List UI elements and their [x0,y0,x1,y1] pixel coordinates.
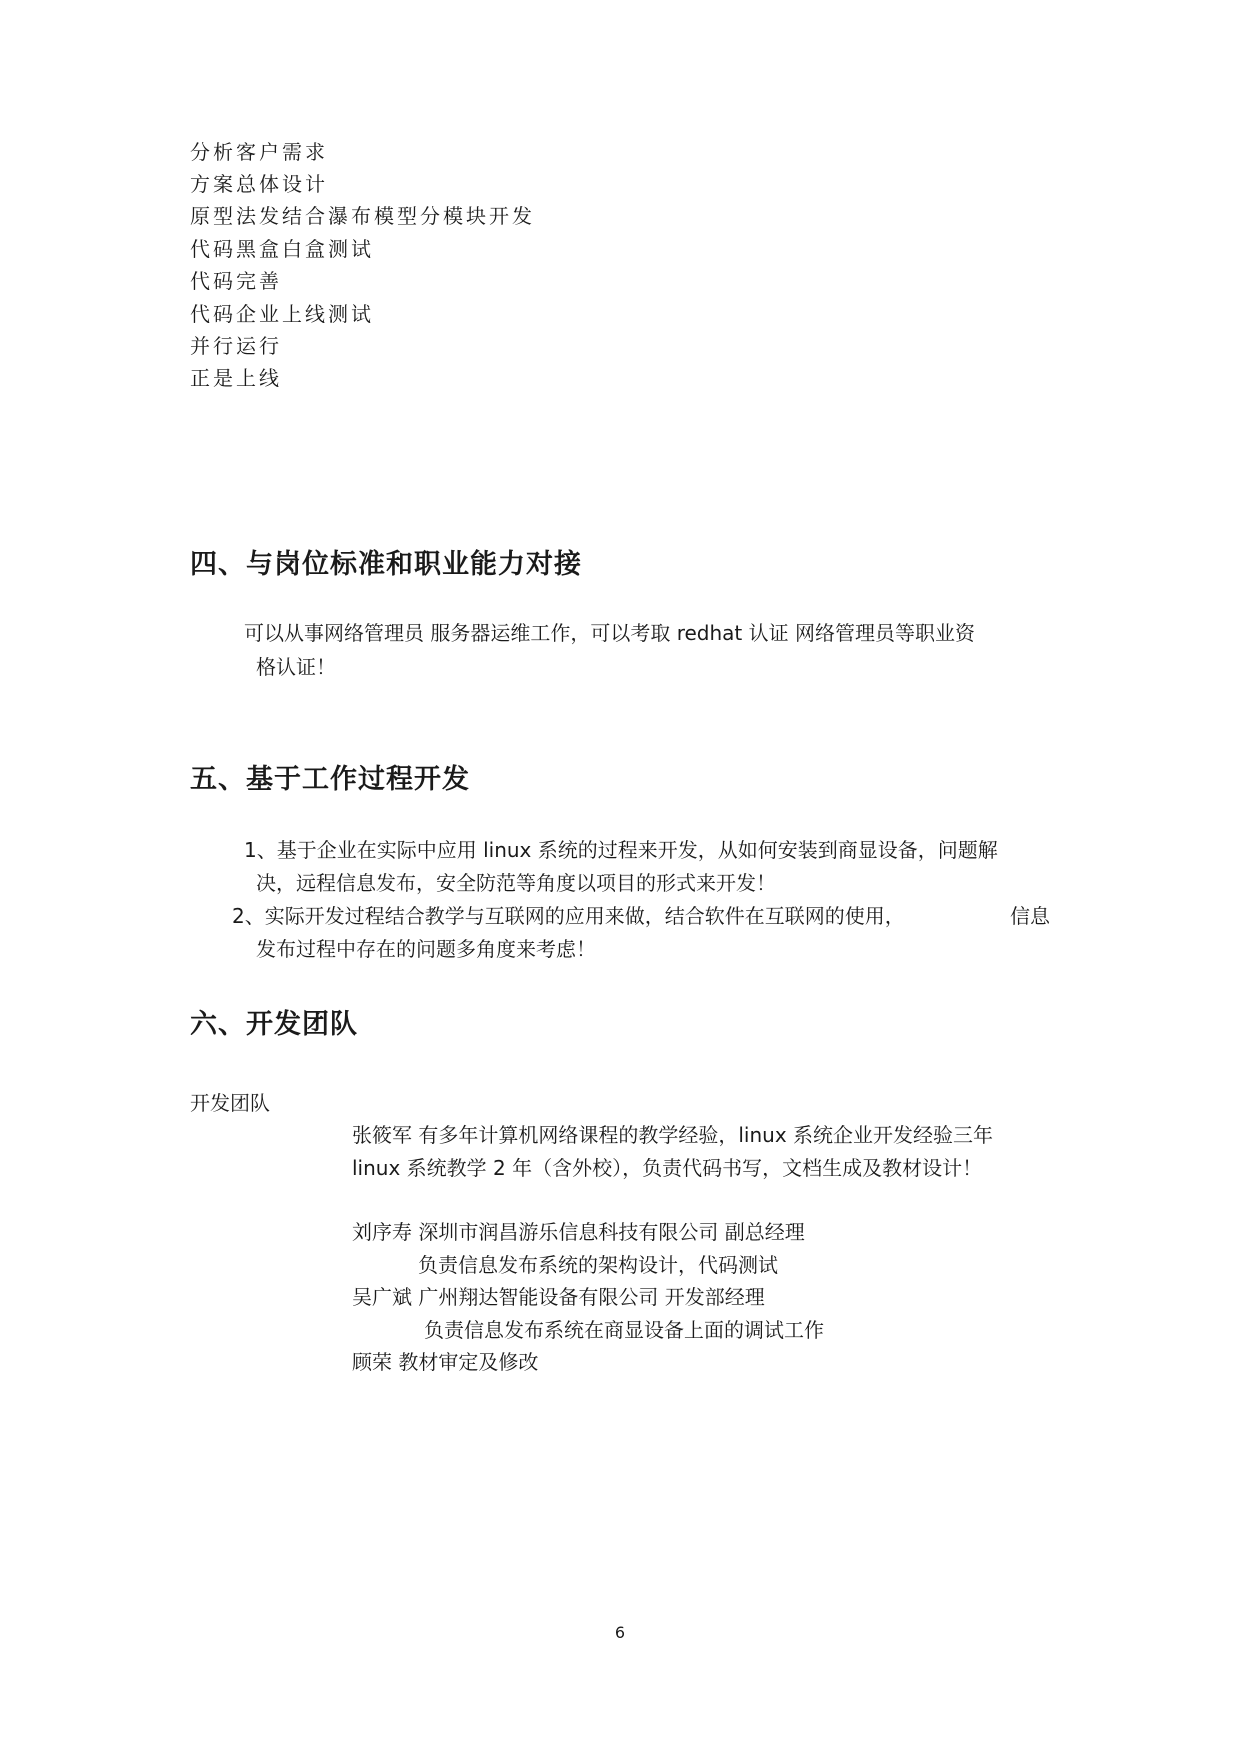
section5-item-line: 决，远程信息发布，安全防范等角度以项目的形式来开发！ [256,871,776,895]
section5-item-line: 1、基于企业在实际中应用 linux 系统的过程来开发，从如何安装到商显设备，问题解 [244,838,998,862]
process-step: 并行运行 [190,334,282,358]
process-step: 代码企业上线测试 [190,302,374,326]
section5-item-line-tail: 信息 [1010,904,1050,928]
section-heading-6: 六、开发团队 [190,1009,358,1040]
section5-item-line: 2、实际开发过程结合教学与互联网的应用来做，结合软件在互联网的使用， [232,904,905,928]
process-step: 分析客户需求 [190,140,328,164]
team-label: 开发团队 [190,1091,270,1115]
page-number: 6 [614,1623,626,1642]
process-step: 正是上线 [190,366,282,390]
team-member-line: 负责信息发布系统的架构设计，代码测试 [418,1253,778,1277]
section4-paragraph-line: 格认证！ [256,655,336,679]
section5-item-line: 发布过程中存在的问题多角度来考虑！ [256,937,596,961]
process-step: 原型法发结合瀑布模型分模块开发 [190,204,535,228]
team-member-line: 吴广斌 广州翔达智能设备有限公司 开发部经理 [352,1285,765,1309]
section-heading-4: 四、与岗位标准和职业能力对接 [190,549,582,580]
process-step: 代码完善 [190,269,282,293]
team-member-line: 顾荣 教材审定及修改 [352,1350,539,1374]
team-member-line: linux 系统教学 2 年（含外校），负责代码书写，文档生成及教材设计！ [352,1156,983,1180]
process-step: 方案总体设计 [190,172,328,196]
section4-paragraph-line: 可以从事网络管理员 服务器运维工作，可以考取 redhat 认证 网络管理员等职业资 [244,621,975,645]
team-member-line: 刘序寿 深圳市润昌游乐信息科技有限公司 副总经理 [352,1220,805,1244]
process-step: 代码黑盒白盒测试 [190,237,374,261]
team-member-line: 负责信息发布系统在商显设备上面的调试工作 [424,1318,824,1342]
team-member-line: 张筱军 有多年计算机网络课程的教学经验，linux 系统企业开发经验三年 [352,1123,994,1147]
section-heading-5: 五、基于工作过程开发 [190,764,470,795]
